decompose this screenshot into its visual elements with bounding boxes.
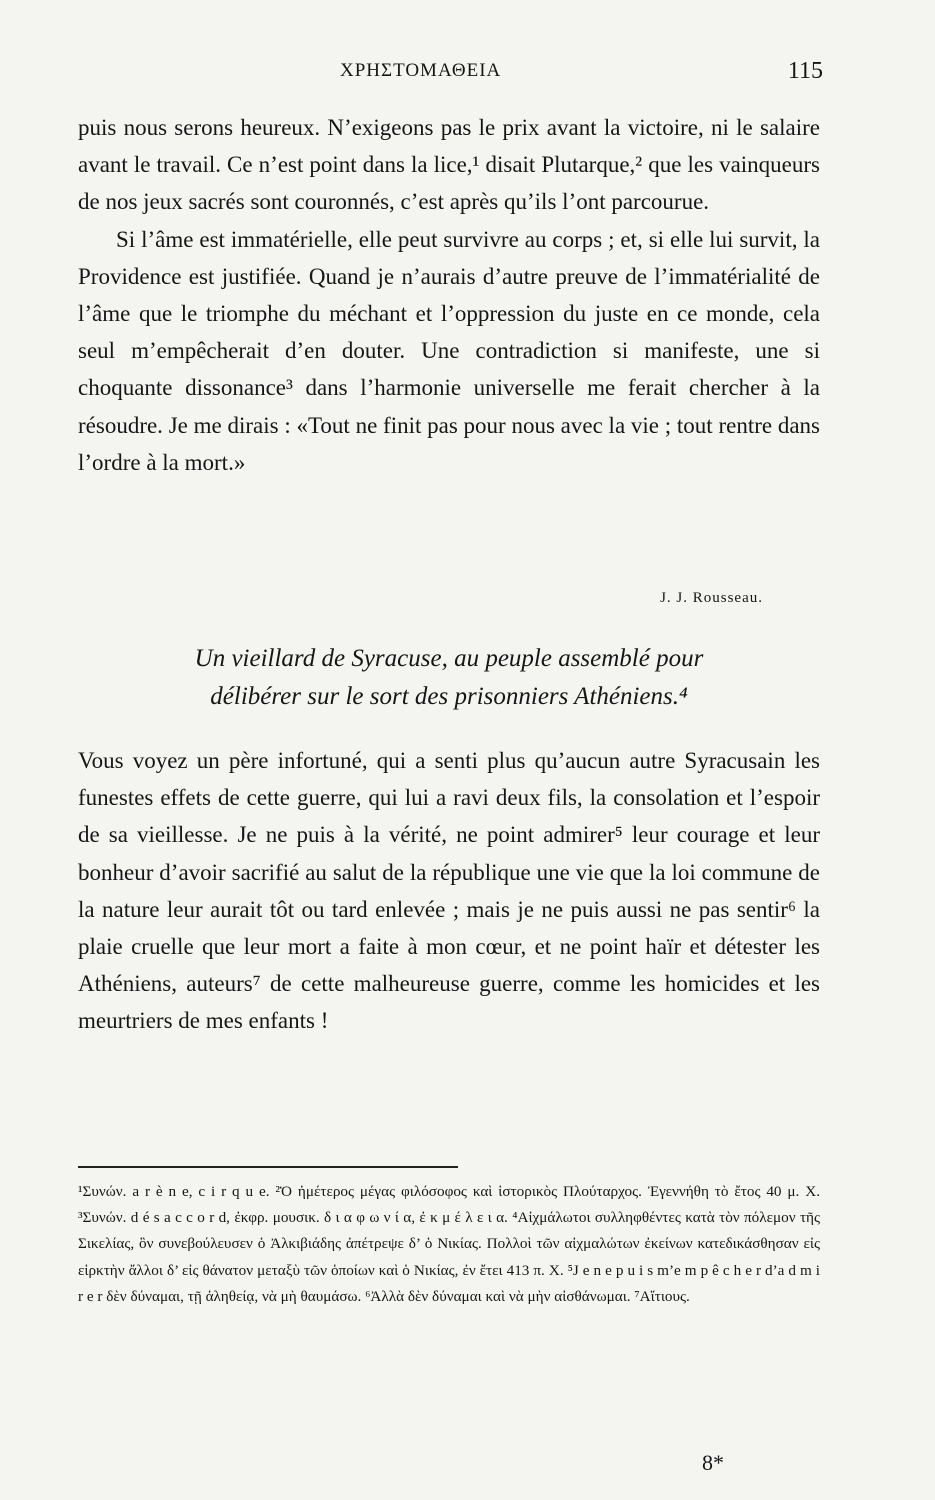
paragraph-ame-immaterielle: Si l’âme est immatérielle, elle peut survivre au corps ; et, si elle lui survit, la Providence est justifiée. Quand je n’aurais d’autre preuve de l’immatérialité de l’âme que le triomphe du méchant et l’oppression du juste en ce monde, cela seul m’empêcherait d’en douter. Une contradiction si manifeste, une si choquante dissonance³ dans l’harmonie universelle me ferait chercher à la résoudre. Je me dirais : «Tout ne finit pas pour nous avec la vie ; tout rentre dans l’ordre à la mort.» — [78, 226, 820, 475]
syracuse-speech — [78, 742, 820, 1040]
footnotes-text: ¹Συνών. a r è n e, c i r q u e. ²Ὁ ἡμέτερος μέγας φιλόσοφος καὶ ἱστορικὸς Πλούταρχος. Ἐγεννήθη τὸ ἔτος 40 μ. Χ. ³Συνών. d é s a c c o r d, ἐκφρ. μουσικ. δ ι α φ ω ν ί α, ἐ κ μ έ λ ε ι α. ⁴Αἰχμάλωτοι συλληφθέντες κατὰ τὸν πόλεμον τῆς Σικελίας, ὃν συνεβούλευσεν ὁ Ἀλκιβιάδης ἀπέτρεψε δ’ ὁ Νικίας. Πολλοὶ τῶν αἰχμαλώτων ἐκείνων κατεδικάσθησαν εἰς εἱρκτὴν ἄλλοι δ’ εἰς θάνατον μεταξὺ τῶν ὁποίων καὶ ὁ Νικίας, ἐν ἔτει 413 π. Χ. ⁵J e n e p u i s m’e m p ê c h e r d’a d m i r e r δὲν δύναμαι, τῇ ἀληθείᾳ, νὰ μὴ θαυμάσω. ⁶Ἀλλὰ δὲν δύναμαι καὶ νὰ μὴν αἰσθάνωμαι. ⁷Αἴτιους. — [78, 1183, 820, 1305]
running-title: ΧΡΗΣΤΟΜΑΘΕΙΑ — [340, 60, 502, 81]
page-header — [0, 60, 935, 94]
paragraph-plutarque: puis nous serons heureux. N’exigeons pas le prix avant la victoire, ni le salaire avant le travail. Ce n’est point dans la lice,¹ disait Plutarque,² que les vainqueurs de nos jeux sacrés sont couronnés, c’est après qu’ils l’ont parcourue. — [78, 115, 820, 215]
footnotes — [78, 1179, 820, 1310]
rousseau-passage — [78, 109, 820, 481]
footnote-divider — [78, 1166, 458, 1168]
signature-mark: 8* — [702, 1450, 724, 1475]
section-heading-line-1: Un vieillard de Syracuse, au peuple assemblé pour — [194, 645, 704, 672]
section-heading — [78, 640, 820, 716]
paragraph-pere-infortune: Vous voyez un père infortuné, qui a senti plus qu’aucun autre Syracusain les funestes effets de cette guerre, qui lui a ravi deux fils, la consolation et l’espoir de sa vieillesse. Je ne puis à la vérité, ne point admirer⁵ leur courage et leur bonheur d’avoir sacrifié au salut de la république une vie que la loi commune de la nature leur aurait tôt ou tard enlevée ; mais je ne puis aussi ne pas sentir⁶ la plaie cruelle que leur mort a faite à mon cœur, et ne point haïr et détester les Athéniens, auteurs⁷ de cette malheureuse guerre, comme les homicides et les meurtriers de mes enfants ! — [78, 748, 820, 1034]
author-attribution: J. J. Rousseau. — [660, 590, 763, 606]
section-heading-line-2: délibérer sur le sort des prisonniers Athéniens.⁴ — [210, 683, 688, 710]
page-number: 115 — [787, 58, 823, 84]
